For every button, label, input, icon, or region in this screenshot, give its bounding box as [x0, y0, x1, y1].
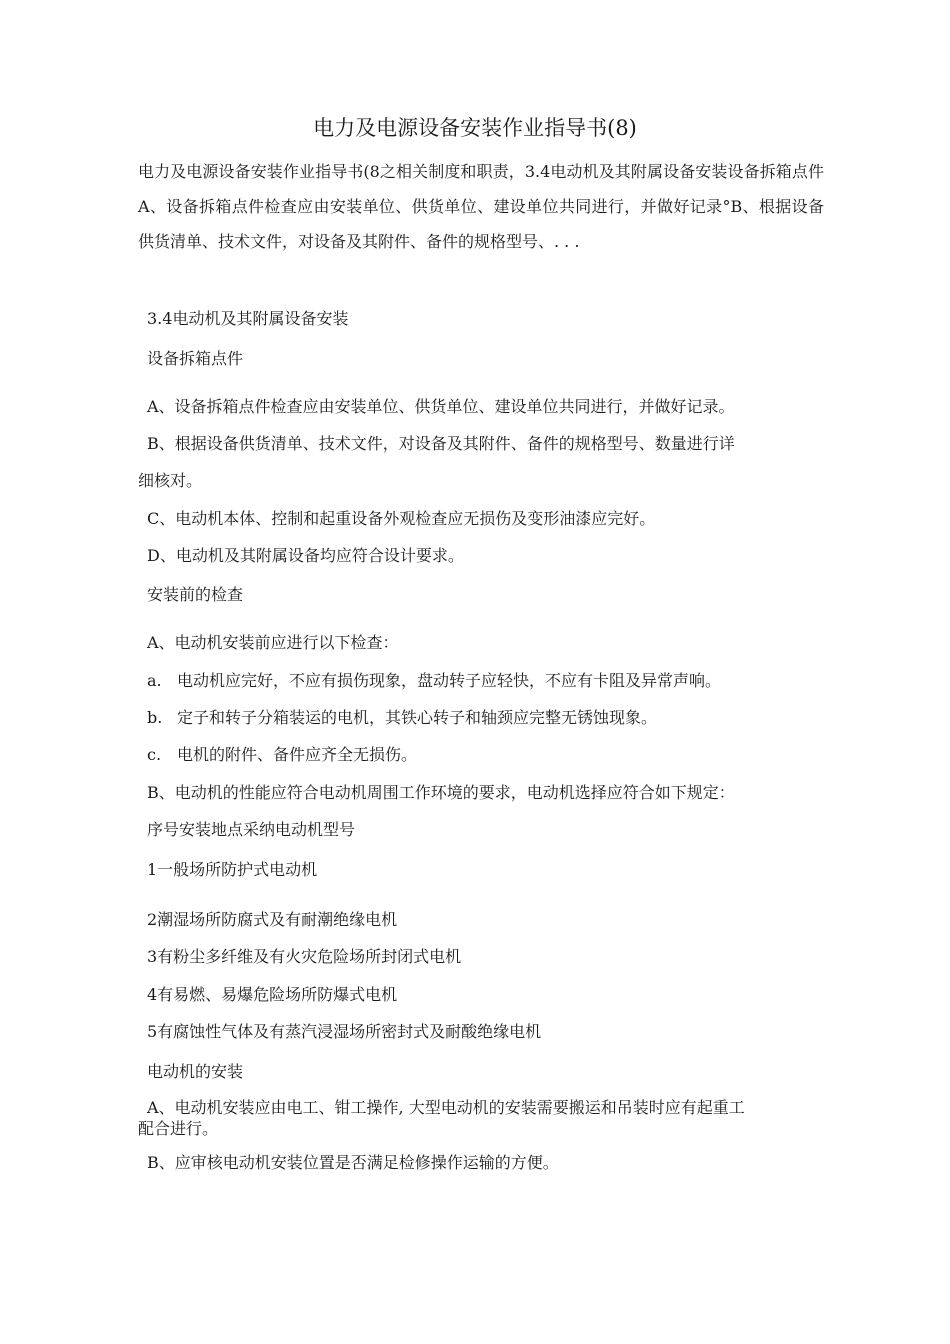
installation-heading: 电动机的安装 — [147, 1062, 244, 1081]
motor-table-row: 2潮湿场所防腐式及有耐潮绝缘电机 — [147, 910, 398, 929]
sub-item-text: 电动机应完好，不应有损伤现象，盘动转子应轻快，不应有卡阻及异常声响。 — [177, 671, 722, 690]
pre-install-sub-item — [147, 744, 837, 766]
sub-item-text: 电机的附件、备件应齐全无损伤。 — [177, 745, 418, 764]
unpacking-heading: 设备拆箱点件 — [147, 349, 244, 368]
installation-item-a-line1: A、电动机安装应由电工、钳工操作, 大型电动机的安装需要搬运和吊装时应有起重工 — [147, 1098, 745, 1117]
motor-table-row: 3有粉尘多纤维及有火灾危险场所封闭式电机 — [147, 947, 462, 966]
sub-item-marker: b. — [147, 708, 163, 727]
unpacking-item-c: C、电动机本体、控制和起重设备外观检查应无损伤及变形油漆应完好。 — [147, 509, 656, 528]
pre-install-sub-item — [147, 670, 837, 692]
unpacking-item-b-line1: B、根据设备供货清单、技术文件，对设备及其附件、备件的规格型号、数量进行详 — [147, 434, 735, 453]
installation-item-a-line2: 配合进行。 — [138, 1119, 219, 1138]
sub-item-marker: a. — [147, 671, 162, 690]
pre-install-item-b: B、电动机的性能应符合电动机周围工作环境的要求，电动机选择应符合如下规定： — [147, 783, 735, 802]
document-summary: 电力及电源设备安装作业指导书(8之相关制度和职责，3.4电动机及其附属设备安装设备拆箱点件A、设备拆箱点件检查应由安装单位、供货单位、建设单位共同进行，并做好记录°B、根据设备供货清单、技术文件，对设备及其附件、备件的规格型号、. . . — [138, 162, 824, 251]
motor-table-header: 序号安装地点采纳电动机型号 — [147, 820, 356, 839]
unpacking-item-d: D、电动机及其附属设备均应符合设计要求。 — [147, 546, 464, 565]
pre-install-heading: 安装前的检查 — [147, 585, 244, 604]
unpacking-item-a: A、设备拆箱点件检查应由安装单位、供货单位、建设单位共同进行，并做好记录。 — [147, 397, 735, 416]
motor-table-row: 1一般场所防护式电动机 — [147, 860, 318, 879]
sub-item-marker: c. — [147, 745, 162, 764]
document-title: 电力及电源设备安装作业指导书(8) — [313, 116, 637, 140]
section-heading: 3.4电动机及其附属设备安装 — [147, 309, 349, 328]
sub-item-text: 定子和转子分箱装运的电机，其铁心转子和轴颈应完整无锈蚀现象。 — [177, 708, 658, 727]
pre-install-sub-item — [147, 707, 837, 729]
unpacking-item-b-line2: 细核对。 — [138, 471, 203, 490]
motor-table-row: 5有腐蚀性气体及有蒸汽浸湿场所密封式及耐酸绝缘电机 — [147, 1022, 542, 1041]
installation-item-b: B、应审核电动机安装位置是否满足检修操作运输的方便。 — [147, 1153, 559, 1172]
motor-table-row: 4有易燃、易爆危险场所防爆式电机 — [147, 985, 398, 1004]
pre-install-item-a: A、电动机安装前应进行以下检查： — [147, 633, 399, 652]
